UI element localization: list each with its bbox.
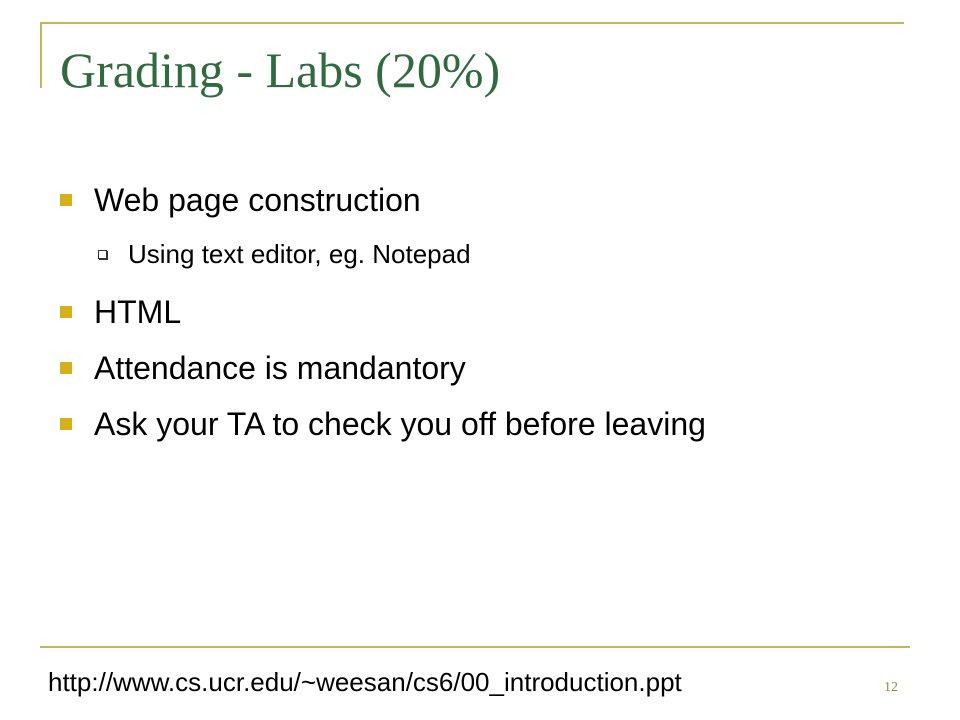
square-bullet-icon: [60, 194, 72, 206]
hollow-square-bullet-icon: [98, 250, 107, 259]
sub-bullet-text: Using text editor, eg. Notepad: [128, 239, 471, 269]
square-bullet-icon: [60, 418, 72, 430]
bullet-text: Web page construction: [94, 182, 421, 218]
bullet-text: HTML: [94, 294, 182, 330]
bullet-text: Ask your TA to check you off before leaving: [94, 406, 706, 442]
slide-title: Grading - Labs (20%): [60, 42, 501, 98]
bullet-item: [60, 292, 181, 332]
bullet-item: [60, 404, 706, 444]
sub-bullet-item: [98, 237, 471, 271]
footer-url: http://www.cs.ucr.edu/~weesan/cs6/00_introduction.ppt: [48, 667, 682, 697]
square-bullet-icon: [60, 362, 72, 374]
bullet-item: [60, 348, 466, 388]
bullet-text: Attendance is mandantory: [94, 350, 466, 386]
page-number: 12: [884, 680, 898, 695]
bullet-item: [60, 180, 421, 220]
square-bullet-icon: [60, 306, 72, 318]
